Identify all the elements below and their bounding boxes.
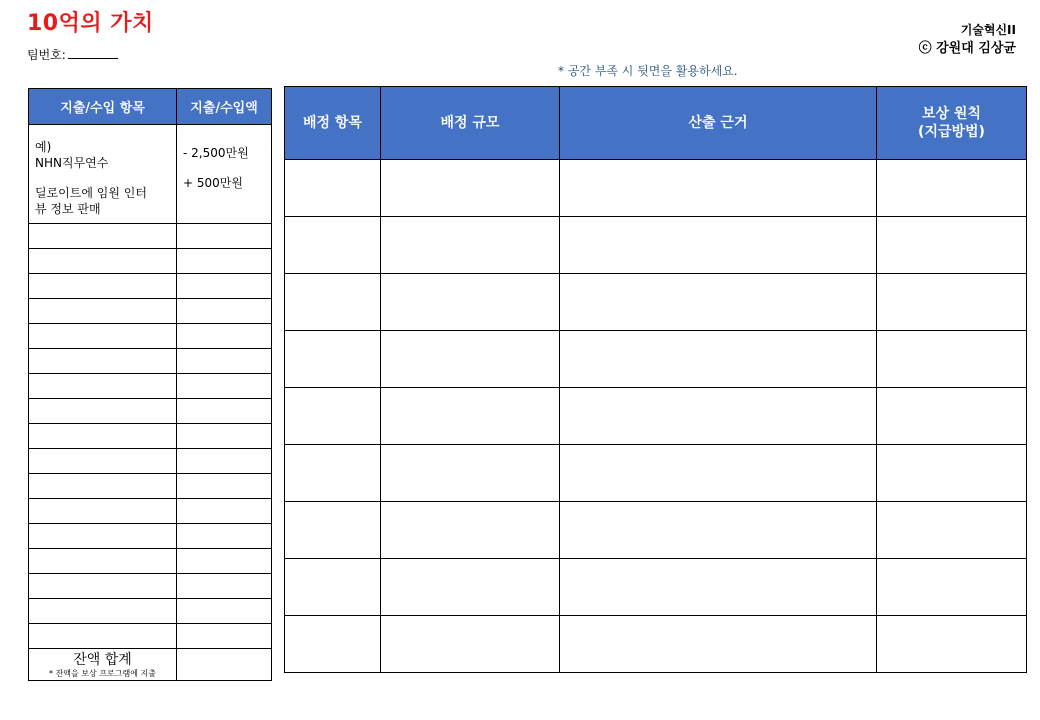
allocation-size-cell[interactable] — [381, 559, 560, 616]
allocation-item-cell[interactable] — [285, 160, 381, 217]
item-cell[interactable] — [29, 374, 177, 399]
compensation-cell[interactable] — [877, 616, 1027, 673]
amount-cell[interactable] — [177, 574, 272, 599]
table-row — [29, 349, 272, 374]
amount-cell[interactable] — [177, 324, 272, 349]
table-row — [29, 499, 272, 524]
allocation-size-cell[interactable] — [381, 445, 560, 502]
header-item: 지출/수입 항목 — [29, 89, 177, 125]
allocation-item-cell[interactable] — [285, 274, 381, 331]
course-name: 기술혁신II — [960, 23, 1016, 37]
example-item-line: 뷰 정보 판매 — [35, 202, 101, 216]
space-note: * 공간 부족 시 뒷면을 활용하세요. — [558, 64, 738, 78]
amount-cell[interactable] — [177, 474, 272, 499]
allocation-size-cell[interactable] — [381, 616, 560, 673]
example-item-cell — [29, 125, 177, 224]
compensation-cell[interactable] — [877, 217, 1027, 274]
table-row — [29, 624, 272, 649]
amount-cell[interactable] — [177, 249, 272, 274]
allocation-item-cell[interactable] — [285, 445, 381, 502]
amount-cell[interactable] — [177, 299, 272, 324]
basis-cell[interactable] — [560, 388, 877, 445]
author-credit: ⓒ 강원대 김상균 — [918, 41, 1016, 56]
allocation-size-cell[interactable] — [381, 274, 560, 331]
compensation-cell[interactable] — [877, 274, 1027, 331]
example-item-line: 예) — [35, 140, 52, 154]
compensation-cell[interactable] — [877, 445, 1027, 502]
example-item-line — [35, 171, 176, 185]
item-cell[interactable] — [29, 299, 177, 324]
table-row — [285, 445, 1027, 502]
table-row — [285, 559, 1027, 616]
example-amount-line — [183, 161, 271, 175]
table-row — [29, 524, 272, 549]
example-amount-cell — [177, 125, 272, 224]
allocation-size-cell[interactable] — [381, 502, 560, 559]
item-cell[interactable] — [29, 574, 177, 599]
allocation-size-cell[interactable] — [381, 160, 560, 217]
example-row — [29, 125, 272, 224]
compensation-cell[interactable] — [877, 160, 1027, 217]
item-cell[interactable] — [29, 224, 177, 249]
table-row — [29, 424, 272, 449]
amount-cell[interactable] — [177, 424, 272, 449]
header-basis: 산출 근거 — [560, 87, 877, 160]
item-cell[interactable] — [29, 349, 177, 374]
table-row — [29, 374, 272, 399]
basis-cell[interactable] — [560, 217, 877, 274]
allocation-item-cell[interactable] — [285, 217, 381, 274]
amount-cell[interactable] — [177, 449, 272, 474]
item-cell[interactable] — [29, 324, 177, 349]
example-amount-line: + 500만원 — [183, 176, 243, 190]
header-compensation: 보상 원칙 (지급방법) — [877, 87, 1027, 160]
amount-cell[interactable] — [177, 399, 272, 424]
allocation-table — [284, 86, 1027, 673]
amount-cell[interactable] — [177, 549, 272, 574]
total-label-cell — [29, 649, 177, 681]
total-note: * 잔액을 보상 프로그램에 지출 — [49, 668, 156, 678]
allocation-item-cell[interactable] — [285, 388, 381, 445]
basis-cell[interactable] — [560, 616, 877, 673]
example-item-line: 딜로이트에 임원 인터 — [35, 186, 147, 200]
table-row — [29, 399, 272, 424]
amount-cell[interactable] — [177, 274, 272, 299]
table-row — [29, 224, 272, 249]
example-amount-line: - 2,500만원 — [183, 146, 249, 160]
allocation-item-cell[interactable] — [285, 559, 381, 616]
table-row — [285, 160, 1027, 217]
amount-cell[interactable] — [177, 499, 272, 524]
table-row — [29, 299, 272, 324]
amount-cell[interactable] — [177, 624, 272, 649]
team-number-blank[interactable] — [68, 48, 118, 59]
compensation-cell[interactable] — [877, 559, 1027, 616]
table-row — [285, 274, 1027, 331]
amount-cell[interactable] — [177, 374, 272, 399]
basis-cell[interactable] — [560, 559, 877, 616]
allocation-item-cell[interactable] — [285, 331, 381, 388]
item-cell[interactable] — [29, 599, 177, 624]
amount-cell[interactable] — [177, 599, 272, 624]
allocation-item-cell[interactable] — [285, 502, 381, 559]
allocation-size-cell[interactable] — [381, 217, 560, 274]
total-label: 잔액 합계 — [73, 651, 132, 668]
table-row — [285, 502, 1027, 559]
page-title: 10억의 가치 — [27, 11, 154, 36]
table-row — [285, 331, 1027, 388]
compensation-cell[interactable] — [877, 502, 1027, 559]
table-row — [29, 274, 272, 299]
item-cell[interactable] — [29, 449, 177, 474]
table-row — [285, 616, 1027, 673]
team-number-label: 팀번호: — [27, 46, 118, 63]
example-item-line: NHN직무연수 — [35, 156, 109, 170]
header-allocation-item: 배정 항목 — [285, 87, 381, 160]
header-allocation-size: 배정 규모 — [381, 87, 560, 160]
header-amount: 지출/수입액 — [177, 89, 272, 125]
basis-cell[interactable] — [560, 331, 877, 388]
item-cell[interactable] — [29, 249, 177, 274]
table-row — [29, 249, 272, 274]
table-row — [29, 449, 272, 474]
income-expense-table — [28, 88, 272, 681]
compensation-cell[interactable] — [877, 331, 1027, 388]
amount-cell[interactable] — [177, 524, 272, 549]
basis-cell[interactable] — [560, 445, 877, 502]
item-cell[interactable] — [29, 474, 177, 499]
compensation-cell[interactable] — [877, 388, 1027, 445]
item-cell[interactable] — [29, 274, 177, 299]
item-cell[interactable] — [29, 424, 177, 449]
allocation-item-cell[interactable] — [285, 616, 381, 673]
table-row — [285, 217, 1027, 274]
item-cell[interactable] — [29, 524, 177, 549]
basis-cell[interactable] — [560, 502, 877, 559]
item-cell[interactable] — [29, 549, 177, 574]
table-row — [29, 574, 272, 599]
table-row — [285, 388, 1027, 445]
total-row — [29, 649, 272, 681]
allocation-size-cell[interactable] — [381, 388, 560, 445]
table-row — [29, 324, 272, 349]
item-cell[interactable] — [29, 624, 177, 649]
item-cell[interactable] — [29, 499, 177, 524]
total-amount-cell[interactable] — [177, 649, 272, 681]
amount-cell[interactable] — [177, 224, 272, 249]
item-cell[interactable] — [29, 399, 177, 424]
table-row — [29, 599, 272, 624]
table-row — [29, 474, 272, 499]
allocation-size-cell[interactable] — [381, 331, 560, 388]
amount-cell[interactable] — [177, 349, 272, 374]
table-row — [29, 549, 272, 574]
basis-cell[interactable] — [560, 160, 877, 217]
basis-cell[interactable] — [560, 274, 877, 331]
